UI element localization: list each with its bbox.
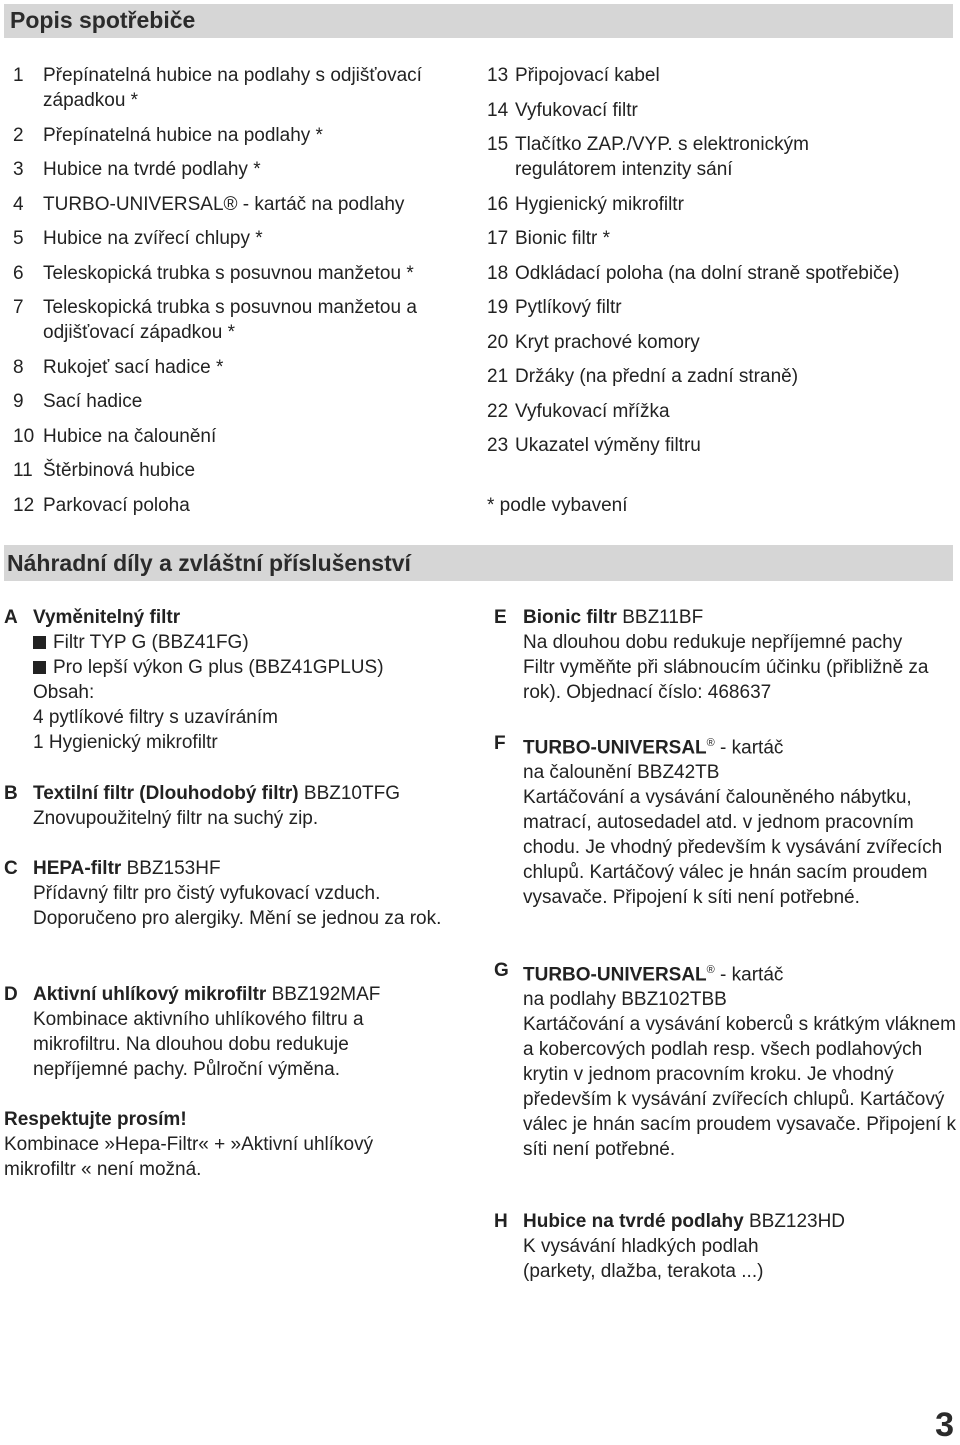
accessory-letter: G [494,960,509,981]
list-item: 14 Vyfukovací filtr [487,99,638,121]
list-item: 16 Hygienický mikrofiltr [487,193,684,215]
accessory-c: C HEPA-filtr BBZ153HF Přídavný filtr pro čistý vyfukovací vzduch. Doporučeno pro alergiky. Mění se jednou za rok. [4,858,442,929]
accessory-h: H Hubice na tvrdé podlahy BBZ123HD K vysávání hladkých podlah (parkety, dlažba, terakota ...) [494,1211,846,1282]
registered-mark: ® [706,737,715,749]
accessory-letter: E [494,607,507,628]
accessory-a: A Vyměnitelný filtr Filtr TYP G (BBZ41FG) Pro lepší výkon G plus (BBZ41GPLUS) Obsah: 4 pytlíkové filtry s uzavíráním 1 Hygienický mikrofiltr [4,607,384,753]
accessory-g: G TURBO-UNIVERSAL® - kartáč na podlahy BBZ102TBB Kartáčování a vysávání koberců s krátkým vláknem a kobercových podlah resp. všech podlahových krytin v jednom pracovním kroku. Je vhodný především k vysávání zvířecích chlupů. Kartáčový válec je hnán sacím proudem vysavače. Připojení k síti není potřebné. [494,960,956,1161]
accessory-title: TURBO-UNIVERSAL [523,737,707,759]
accessory-title: Bionic filtr [523,607,617,628]
accessory-title: Vyměnitelný filtr [33,607,181,628]
list-item: 7 Teleskopická trubka s posuvnou manžetou a odjišťovací západkou * [13,297,417,343]
accessory-code: BBZ192MAF [271,984,381,1005]
list-item: 23 Ukazatel výměny filtru [487,435,701,456]
list-item: 13 Připojovací kabel [487,65,660,86]
parts-list-right [487,63,957,468]
accessory-letter: D [4,984,18,1005]
accessory-letter: F [494,733,506,754]
accessory-f: F TURBO-UNIVERSAL® - kartáč na čalounění BBZ42TB Kartáčování a vysávání čalouněného nábytku, matrací, autosedadel atd. v jednom pracovním chodu. Je vhodný především k vysávání zvířecích chlupů. Kartáčový válec je hnán sacím proudem vysavače. Připojení k síti není potřebné. [494,733,943,909]
list-item: 17 Bionic filtr * [487,228,611,249]
accessory-title: Hubice na tvrdé podlahy [523,1211,744,1232]
list-item: 1 Přepínatelná hubice na podlahy s odjišťovací západkou * [13,65,422,111]
list-item: 15 Tlačítko ZAP./VYP. s elektronickým regulátorem intenzity sání [487,134,809,180]
accessory-e: E Bionic filtr BBZ11BF Na dlouhou dobu redukuje nepříjemné pachy Filtr vyměňte při slábnoucím účinku (přibližně za rok). Objednací číslo: 468637 [494,607,929,703]
footnote-equipment: * podle vybavení [487,495,628,516]
accessory-letter: A [4,607,18,628]
list-item: 20 Kryt prachové komory [487,331,700,353]
accessory-title: TURBO-UNIVERSAL [523,964,707,986]
list-item: 19 Pytlíkový filtr [487,297,622,318]
list-item: 4 TURBO-UNIVERSAL® - kartáč na podlahy [13,193,405,215]
list-item: 12 Parkovací poloha [13,494,190,516]
list-item: 10 Hubice na čalounění [13,425,217,447]
parts-list-left [13,63,473,527]
list-item: 3 Hubice na tvrdé podlahy * [13,159,261,180]
list-item: 8 Rukojeť sací hadice * [13,356,224,378]
list-item: 11 Štěrbinová hubice [13,460,196,481]
page-number: 3 [935,1406,954,1444]
list-item: 9 Sací hadice [13,391,143,412]
list-item: 2 Přepínatelná hubice na podlahy * [13,124,323,146]
section-title: Popis spotřebiče [10,7,196,33]
accessory-title: Aktivní uhlíkový mikrofiltr [33,984,267,1005]
square-bullet-icon [33,636,46,649]
list-item: 5 Hubice na zvířecí chlupy * [13,228,263,249]
accessory-letter: B [4,783,18,804]
accessory-d: D Aktivní uhlíkový mikrofiltr BBZ192MAF Kombinace aktivního uhlíkového filtru a mikrofiltru. Na dlouhou dobu redukuje nepříjemné pachy. Půlroční výměna. [4,984,381,1080]
list-item: 21 Držáky (na přední a zadní straně) [487,366,799,387]
accessory-letter: H [494,1211,508,1232]
section-header-spare-parts [4,545,953,581]
accessory-code: BBZ153HF [126,858,221,879]
accessory-title: HEPA-filtr [33,858,122,879]
accessory-letter: C [4,858,18,879]
accessory-code: BBZ123HD [748,1211,846,1232]
section-header-appliance-description [4,4,953,38]
registered-mark: ® [706,964,715,976]
list-item: 6 Teleskopická trubka s posuvnou manžetou * [13,262,414,284]
square-bullet-icon [33,661,46,674]
section-title: Náhradní díly a zvláštní příslušenství [7,550,411,576]
list-item: 18 Odkládací poloha (na dolní straně spotřebiče) [487,262,900,284]
accessory-code: BBZ10TFG [303,783,400,804]
note-block [4,1107,474,1182]
accessory-title: Textilní filtr (Dlouhodobý filtr) [33,783,299,804]
accessory-b: B Textilní filtr (Dlouhodobý filtr) BBZ10TFG Znovupoužitelný filtr na suchý zip. [4,783,400,829]
accessory-code: BBZ11BF [622,607,704,628]
list-item: 22 Vyfukovací mřížka [487,400,670,422]
note-text: Kombinace »Hepa-Filtr« + »Aktivní uhlíkový mikrofiltr « není možná. [4,1134,374,1180]
note-title: Respektujte prosím! [4,1109,187,1130]
